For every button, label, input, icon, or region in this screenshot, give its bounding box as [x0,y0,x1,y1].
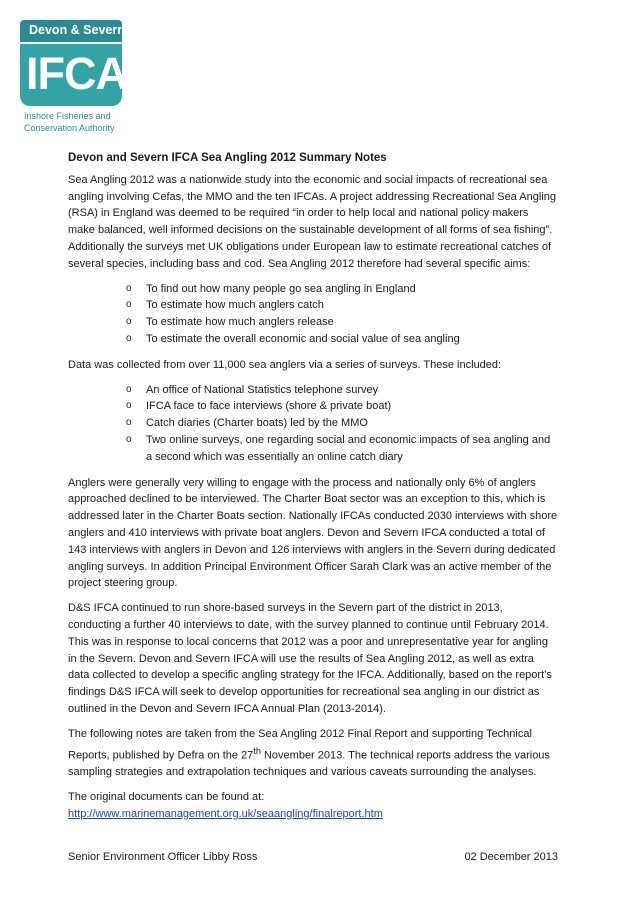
list-item-text: An office of National Statistics telephone survey [146,383,379,396]
surveys-list [68,382,558,466]
footer-date: 02 December 2013 [464,851,558,863]
logo-mark-text: IFCA [26,48,127,99]
list-item-text: Two online surveys, one regarding social and economic impacts of sea angling and a second which was essentially an online catch diary [146,433,551,463]
data-intro-paragraph: Data was collected from over 11,000 sea anglers via a series of surveys. These included: [68,358,502,371]
logo-banner [20,20,125,42]
originals-paragraph [68,789,558,823]
notes-text-after: November 2013. The technical reports address the various sampling strategies and extrapolation techniques and various caveats surrounding the analyses. [68,749,550,778]
list-item-text: To find out how many people go sea angling in England [146,282,416,295]
footer-author: Senior Environment Officer Libby Ross [68,851,258,863]
bullet-icon: o [126,417,132,429]
bullet-icon: o [126,332,132,344]
list-item [68,415,558,432]
logo-mark [20,44,127,106]
logo-banner-text: Devon & Severn [29,23,125,37]
list-item [68,382,558,399]
list-item-text: To estimate how much anglers release [146,316,334,329]
document-body [68,150,558,830]
aims-list [68,281,558,348]
list-item-text: To estimate the overall economic and social value of sea angling [146,332,460,345]
list-item [68,314,558,331]
list-item [68,398,558,415]
ifca-logo [17,20,127,134]
list-item [68,432,558,466]
list-item-text: IFCA face to face interviews (shore & private boat) [146,400,392,413]
bullet-icon: o [126,400,132,412]
notes-text-before: The following notes are taken from the Sea Angling 2012 Final Report and supporting Technical Reports, published by Defra on the 27 [68,727,532,762]
bullet-icon: o [126,299,132,311]
ds-ifca-paragraph: D&S IFCA continued to run shore-based surveys in the Severn part of the district in 2013, conducting a further 40 interviews to date, with the survey planned to continue until February 2014. This was in response to local concerns that 2012 was a poor and unrepresentative year for angling in the Severn. Devon and Severn IFCA will use the results of Sea Angling 2012, as well as extra data collected to develop a specific angling strategy for the IFCA. Additionally, based on the report’s findings D&S IFCA will seek to develop opportunities for recreational sea angling in our district as outlined in the Devon and Severn IFCA Annual Plan (2013-2014). [68,602,552,715]
bullet-icon: o [126,433,132,445]
list-item-text: To estimate how much anglers catch [146,299,324,312]
bullet-icon: o [126,383,132,395]
intro-paragraph: Sea Angling 2012 was a nationwide study into the economic and social impacts of recreational sea angling involving Cefas, the MMO and the ten IFCAs. A project addressing Recreational Sea Angling (RSA) in England was deemed to be required “in order to help local and national policy makers make balanced, well informed decisions on the sustainable development of all forms of sea fishing”. Additionally the surveys met UK obligations under European law to estimate recreational catches of several species, including bass and cod. Sea Angling 2012 therefore had several specific aims: [68,173,556,270]
list-item-text: Catch diaries (Charter boats) led by the MMO [146,417,368,430]
list-item [68,281,558,298]
list-item [68,331,558,348]
notes-paragraph [68,726,558,781]
originals-label: The original documents can be found at: [68,790,265,803]
final-report-link[interactable]: http://www.marinemanagement.org.uk/seaangling/finalreport.htm [68,807,383,820]
list-item [68,297,558,314]
bullet-icon: o [126,316,132,328]
logo-tagline-line-1: Inshore Fisheries and [24,111,111,121]
bullet-icon: o [126,282,132,294]
logo-tagline-line-2: Conservation Authority [24,123,115,133]
anglers-paragraph: Anglers were generally very willing to engage with the process and nationally only 6% of anglers approached declined to be interviewed. The Charter Boat sector was an exception to this, which is addressed later in the Charter Boats section. Nationally IFCAs conducted 2030 interviews with shore anglers and 410 interviews with private boat anglers. Devon and Severn IFCA conducted a total of 143 interviews with anglers in Devon and 126 interviews with anglers in the Severn during dedicated angling surveys. In addition Principal Environment Officer Sarah Clark was an active member of the project steering group. [68,476,558,590]
document-title: Devon and Severn IFCA Sea Angling 2012 Summary Notes [68,152,387,164]
logo-tagline [24,110,115,134]
ordinal-suffix: th [253,745,261,756]
